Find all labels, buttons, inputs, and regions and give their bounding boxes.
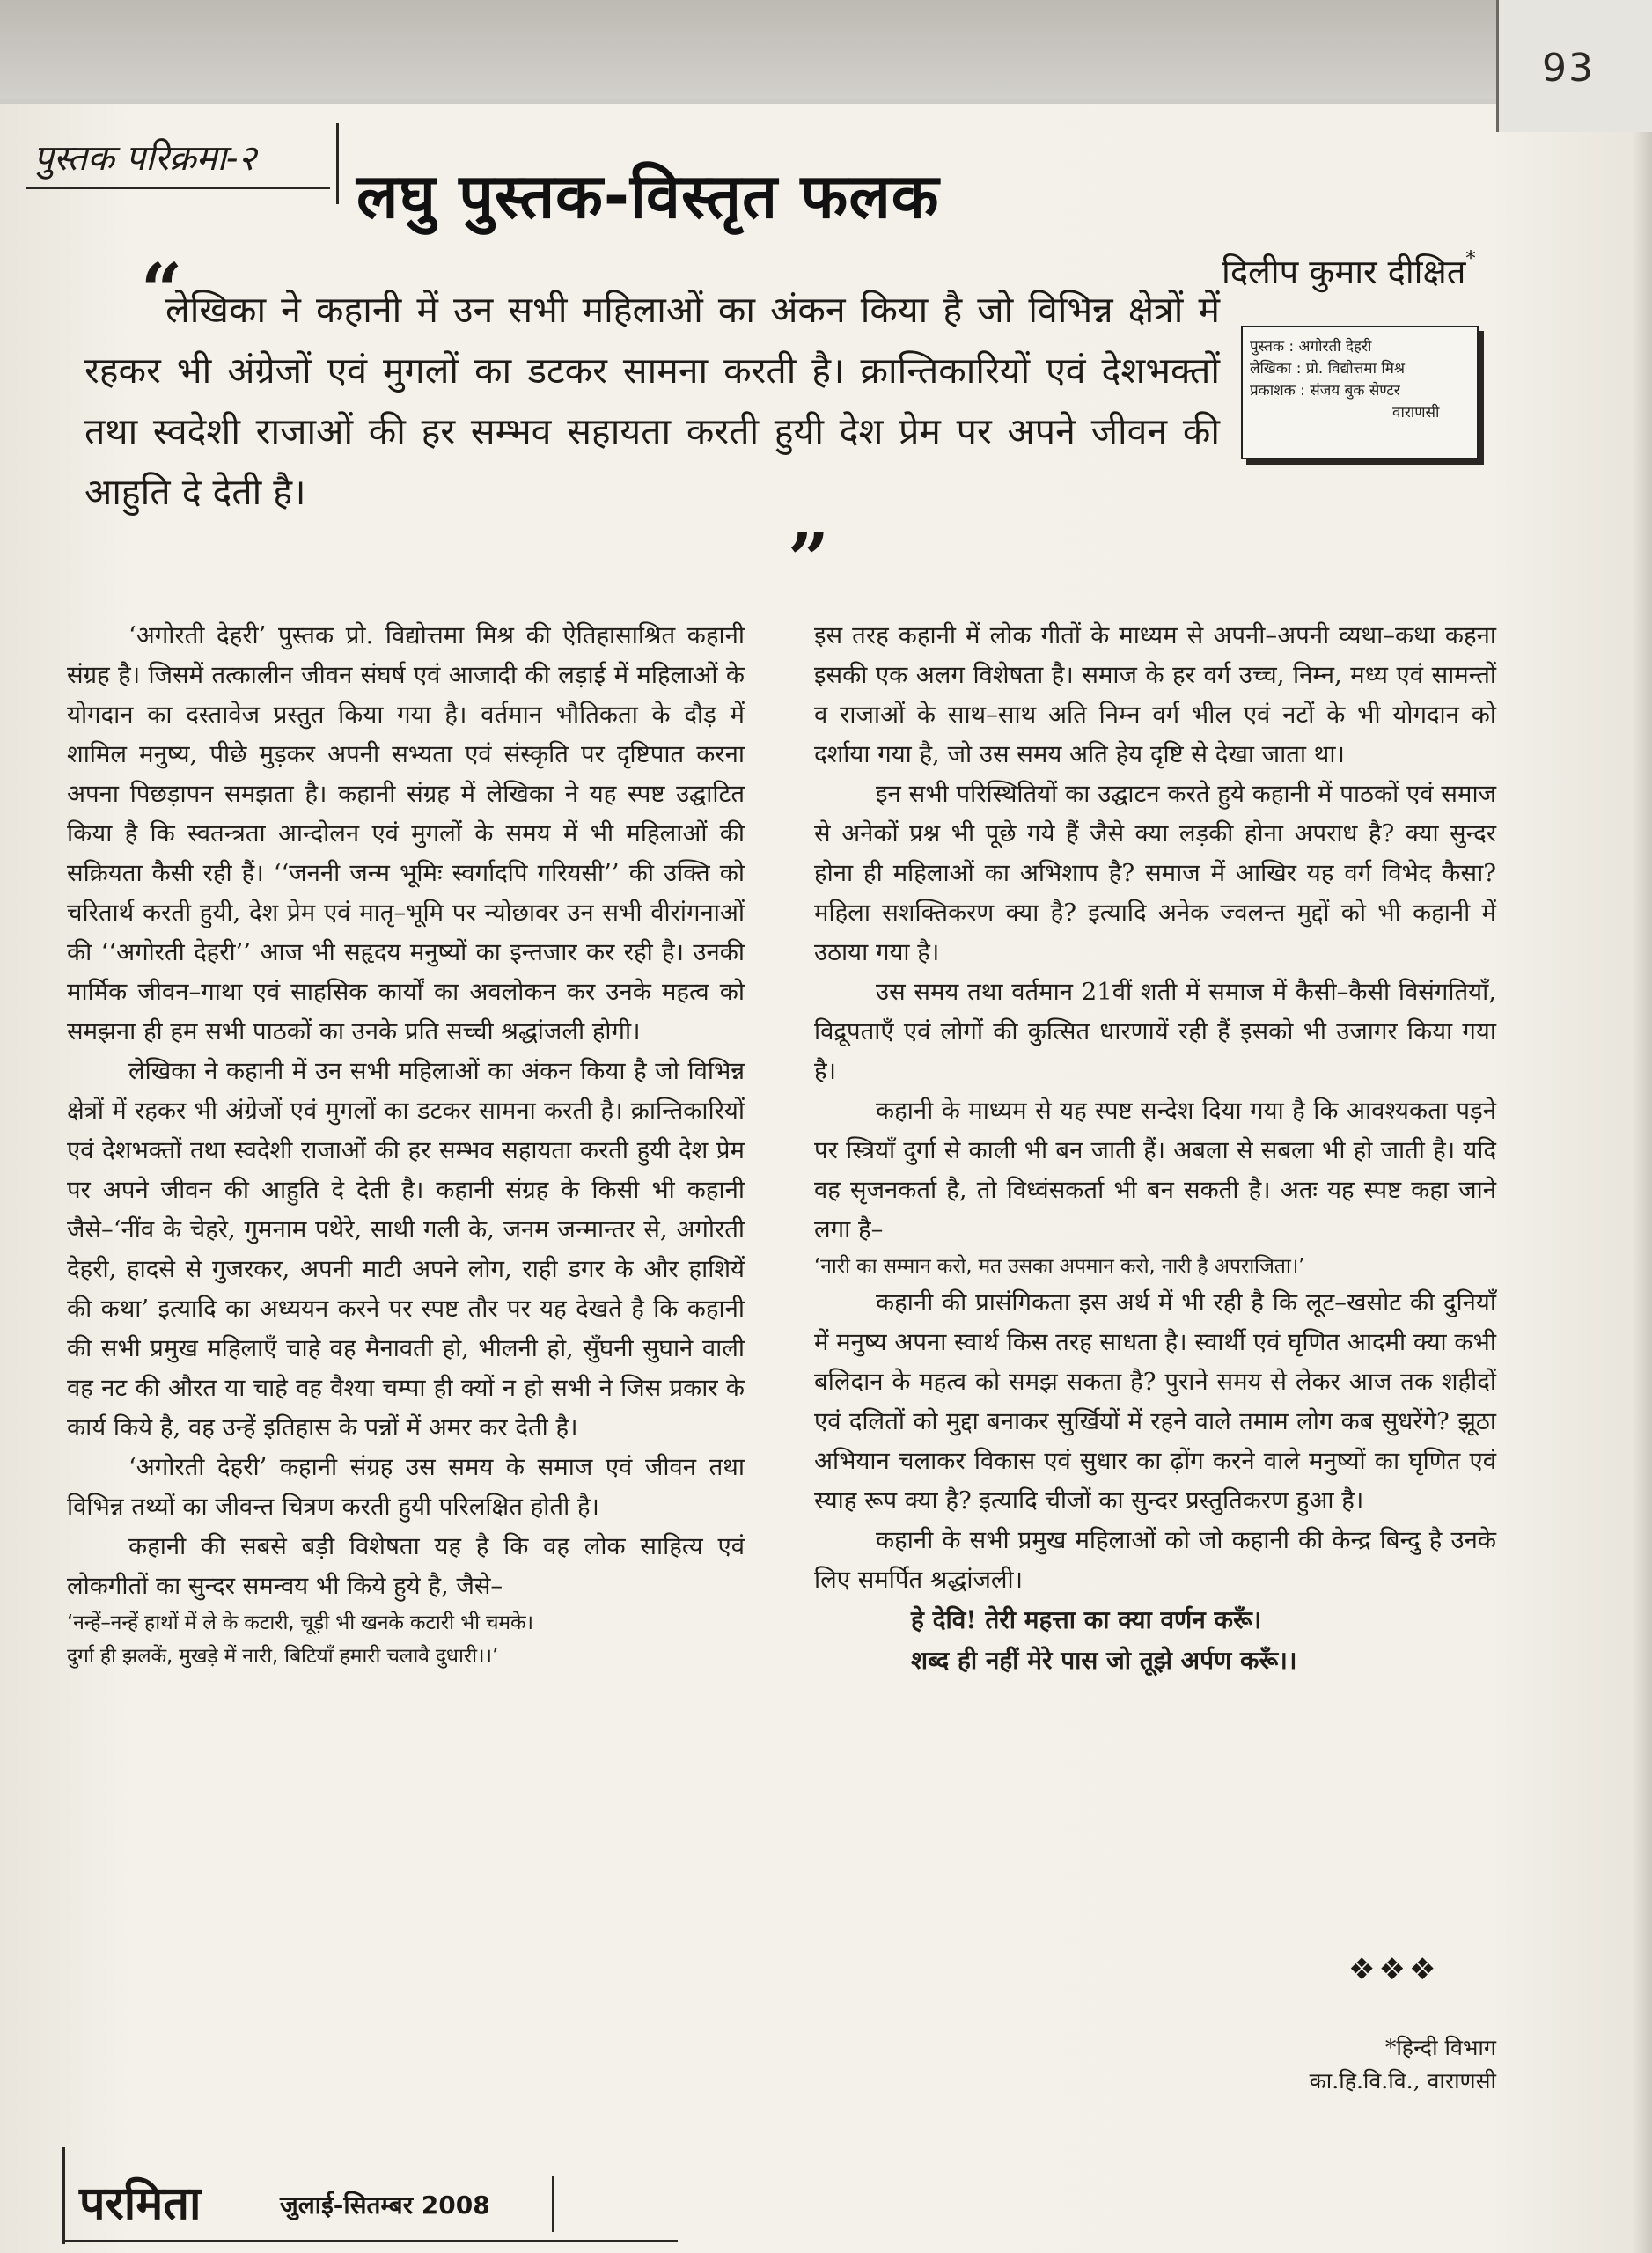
- left-column: [67, 616, 745, 1673]
- quote-close-mark: ”: [788, 517, 830, 602]
- paragraph: ‘अगोरती देहरी’ कहानी संग्रह उस समय के समाज एवं जीवन तथा विभिन्न तथ्यों का जीवन्त चित्रण करती हुयी परिलक्षित होती है।: [67, 1453, 745, 1521]
- right-column: [814, 616, 1496, 1681]
- article-title: लघु पुस्तक-विस्तृत फलक: [356, 160, 940, 232]
- footer-rule-bottom: [62, 2240, 678, 2242]
- book-publisher-line: प्रकाशक : संजय बुक सेण्टर: [1250, 382, 1400, 400]
- footer-rule-right: [552, 2176, 554, 2232]
- paragraph: कहानी के माध्यम से यह स्पष्ट सन्देश दिया गया है कि आवश्यकता पड़ने पर स्त्रियाँ दुर्गा से काली भी बन जाती हैं। अबला से सबला भी हो जाती है। यदि वह सृजनकर्ता है, तो विध्वंसकर्ता भी बन सकती है। अतः यह स्पष्ट कहा जाने लगा है–: [814, 1097, 1496, 1244]
- page-number: 93: [1542, 46, 1595, 91]
- book-title-line: पुस्तक : अगोरती देहरी: [1250, 338, 1372, 356]
- author-byline: [1222, 248, 1475, 294]
- paragraph: कहानी के सभी प्रमुख महिलाओं को जो कहानी की केन्द्र बिन्दु है उनके लिए समर्पित श्रद्धांजली।: [814, 1526, 1496, 1594]
- quote-open-mark: “: [141, 248, 183, 333]
- pull-quote-text: लेखिका ने कहानी में उन सभी महिलाओं का अंकन किया है जो विभिन्न क्षेत्रों में रहकर भी अंग्रेजों एवं मुगलों का डटकर सामना करती है। क्रान्तिकारियों एवं देशभक्तों तथा स्वदेशी राजाओं की हर सम्भव सहायता करती हुयी देश प्रेम पर अपने जीवन की आहुति दे देती है।: [84, 289, 1220, 513]
- issue-date: जुलाई-सितम्बर 2008: [280, 2191, 490, 2220]
- affiliation-university: का.हि.वि.वि., वाराणसी: [1309, 2068, 1496, 2094]
- couplet-line: हे देवि! तेरी महत्ता का क्या वर्णन करूँ।: [911, 1605, 1262, 1634]
- folk-song-line: ‘नन्हें–नन्हें हाथों में ले के कटारी, चूड़ी भी खनके कटारी भी चमके।: [67, 1611, 533, 1634]
- section-divider: [336, 123, 339, 204]
- author-affiliation: [1285, 2031, 1496, 2098]
- author-name: दिलीप कुमार दीक्षित: [1222, 253, 1466, 291]
- folk-song-line: दुर्गा ही झलकें, मुखड़े में नारी, बिटियाँ हमारी चलावै दुधारी।।’: [67, 1645, 499, 1668]
- pull-quote: [84, 280, 1220, 523]
- couplet-line: शब्द ही नहीं मेरे पास जो तूझे अर्पण करूँ।।: [911, 1646, 1297, 1675]
- paragraph: इस तरह कहानी में लोक गीतों के माध्यम से अपनी–अपनी व्यथा–कथा कहना इसकी एक अलग विशेषता है। समाज के हर वर्ग उच्च, निम्न, मध्य एवं सामन्तों व राजाओं के साथ–साथ अति निम्न वर्ग भील एवं नटों के भी योगदान को दर्शाया गया है, जो उस समय अति हेय दृष्टि से देखा जाता था।: [814, 621, 1496, 768]
- book-writer-line: लेखिका : प्रो. विद्योत्तमा मिश्र: [1250, 360, 1406, 378]
- book-city-line: वाराणसी: [1392, 404, 1440, 422]
- paragraph: लेखिका ने कहानी में उन सभी महिलाओं का अंकन किया है जो विभिन्न क्षेत्रों में रहकर भी अंग्रेजों एवं मुगलों का डटकर सामना करती है। क्रान्तिकारियों एवं देशभक्तों तथा स्वदेशी राजाओं की हर सम्भव सहायता करती हुयी देश प्रेम पर अपने जीवन की आहुति दे देती है। कहानी संग्रह के किसी भी कहानी जैसे–‘नींव के चेहरे, गुमनाम पथेरे, साथी गली के, जनम जन्मान्तर से, अगोरती देहरी, हादसे से गुजरकर, अपनी माटी अपने लोग, राही डगर के और हाशियें की कथा’ इत्यादि का अध्ययन करने पर स्पष्ट तौर पर यह देखते है कि कहानी की सभी प्रमुख महिलाएँ चाहे वह मैनावती हो, भीलनी हो, सुँघनी सुघाने वाली वह नट की औरत या चाहे वह वैश्या चम्पा ही क्यों न हो सभी ने जिस प्रकार के कार्य किये है, वह उन्हें इतिहास के पन्नों में अमर कर देती है।: [67, 1057, 745, 1442]
- page-edge-shadow: [1633, 132, 1652, 2253]
- paragraph: कहानी की प्रासंगिकता इस अर्थ में भी रही है कि लूट–खसोट की दुनियाँ में मनुष्य अपना स्वार्थ किस तरह साधता है। स्वार्थी एवं घृणित आदमी क्या कभी बलिदान के महत्व को समझ सकता है? पुराने समय से लेकर आज तक शहीदों एवं दलितों को मुद्दा बनाकर सुर्खियों में रहने वाले तमाम लोग कब सुधरेंगे? झूठा अभियान चलाकर विकास एवं सुधार का ढ़ोंग करने वाले मनुष्यों का घृणित एवं स्याह रूप क्या है? इत्यादि चीजों का सुन्दर प्रस्तुतिकरण हुआ है।: [814, 1288, 1496, 1515]
- section-label: पुस्तक परिक्रमा-२: [33, 138, 257, 179]
- paragraph: कहानी की सबसे बड़ी विशेषता यह है कि वह लोक साहित्य एवं लोकगीतों का सुन्दर समन्वय भी किये हुये है, जैसे–: [67, 1532, 745, 1600]
- header-band: [0, 0, 1496, 104]
- paragraph: इन सभी परिस्थितियों का उद्घाटन करते हुये कहानी में पाठकों एवं समाज से अनेकों प्रश्न भी पूछे गये हैं जैसे क्या लड़की होना अपराध है? क्या सुन्दर होना ही महिलाओं का अभिशाप है? समाज में आखिर यह वर्ग विभेद कैसा? महिला सशक्तिकरण क्या है? इत्यादि अनेक ज्वलन्त मुद्दों को भी कहानी में उठाया गया है।: [814, 780, 1496, 966]
- book-info-box: [1241, 326, 1479, 459]
- section-separator: ❖❖❖: [1348, 1952, 1440, 1987]
- quoted-verse: ‘नारी का सम्मान करो, मत उसका अपमान करो, नारी है अपराजिता।’: [814, 1255, 1305, 1278]
- footer-rule-left: [62, 2147, 65, 2244]
- affiliation-department: *हिन्दी विभाग: [1384, 2035, 1496, 2060]
- paragraph: उस समय तथा वर्तमान 21वीं शती में समाज में कैसी–कैसी विसंगतियाँ, विद्रूपताएँ एवं लोगों की कुत्सित धारणायें रही हैं इसको भी उजागर किया गया है।: [814, 978, 1496, 1085]
- header-band-inner: [0, 0, 1496, 99]
- magazine-name: परमिता: [79, 2177, 202, 2230]
- section-underline: [26, 187, 330, 189]
- author-footnote-marker: *: [1465, 248, 1476, 270]
- paragraph: ‘अगोरती देहरी’ पुस्तक प्रो. विद्योत्तमा मिश्र की ऐतिहासाश्रित कहानी संग्रह है। जिसमें तत्कालीन जीवन संघर्ष एवं आजादी की लड़ाई में महिलाओं के योगदान का दस्तावेज प्रस्तुत किया गया है। वर्तमान भौतिकता के दौड़ में शामिल मनुष्य, पीछे मुड़कर अपनी सभ्यता एवं संस्कृति पर दृष्टिपात करना अपना पिछड़ापन समझता है। कहानी संग्रह में लेखिका ने यह स्पष्ट उद्घाटित किया है कि स्वतन्त्रता आन्दोलन एवं मुगलों के समय में भी महिलाओं की सक्रियता कैसी रही हैं। ‘‘जननी जन्म भूमिः स्वर्गादपि गरियसी’’ की उक्ति को चरितार्थ करती हुयी, देश प्रेम एवं मातृ–भूमि पर न्योछावर उन सभी वीरांगनाओं की ‘‘अगोरती देहरी’’ आज भी सहृदय मनुष्यों का इन्तजार कर रही है। उनकी मार्मिक जीवन–गाथा एवं साहसिक कार्यों का अवलोकन कर उनके महत्व को समझना ही हम सभी पाठकों का उनके प्रति सच्ची श्रद्धांजली होगी।: [67, 621, 745, 1046]
